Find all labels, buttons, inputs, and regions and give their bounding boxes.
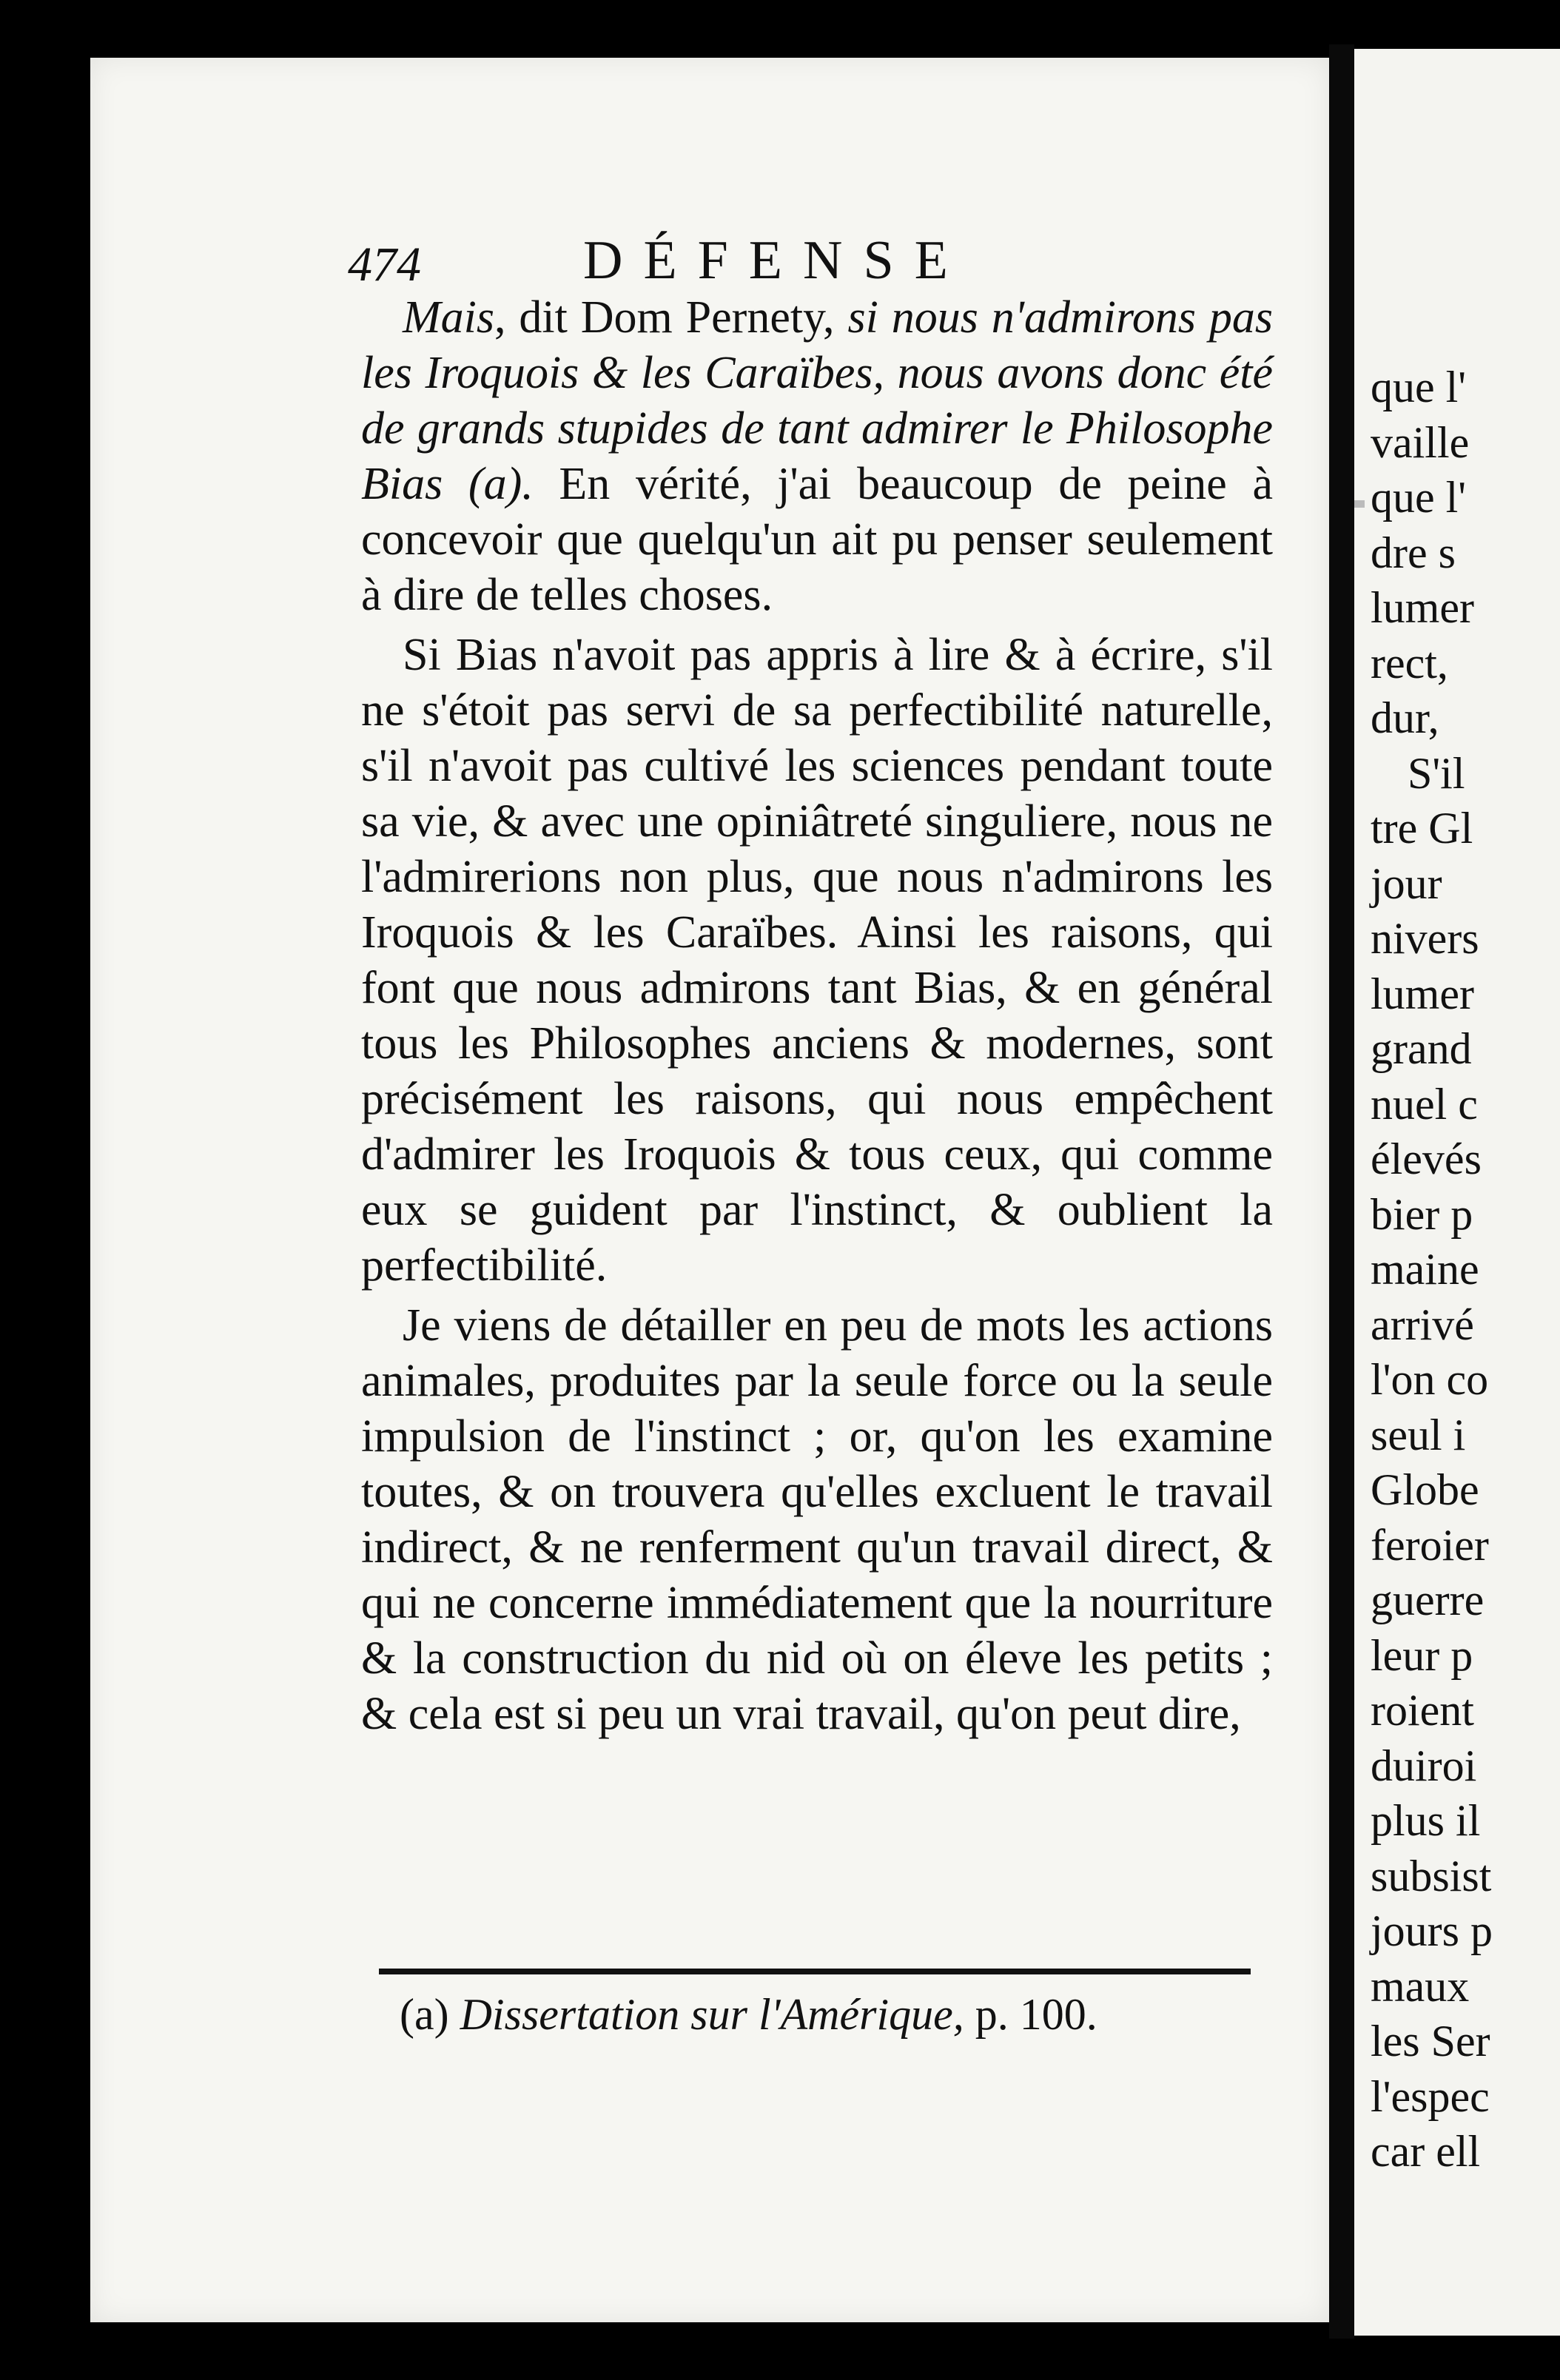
right-page xyxy=(1354,49,1560,2336)
attribution-text: , dit Dom Pernety, xyxy=(494,292,848,343)
right-page-line: plus il xyxy=(1371,1796,1481,1845)
footnote xyxy=(400,1989,1288,2040)
right-page-line: leur p xyxy=(1371,1630,1473,1680)
right-page-line: Globe xyxy=(1371,1465,1479,1514)
right-page-line: maine xyxy=(1371,1245,1479,1294)
right-page-line: tre Gl xyxy=(1371,804,1473,853)
right-page-line: rect, xyxy=(1371,638,1448,688)
right-page-line: grand xyxy=(1371,1024,1472,1073)
paragraph-3: Je viens de détailler en peu de mots les actions animales, produites par la seule force ou la seule impulsion de l'instinct ; or, qu'on les examine toutes, & on trouvera qu'elles excluent le travail indirect, & ne renferment qu'un travail direct, & qui ne concerne immédiatement que la nourriture & la construction du nid où on éleve les petits ; & cela est si peu un vrai travail, qu'on peut dire, xyxy=(361,1300,1273,1739)
right-page-line: arrivé xyxy=(1371,1300,1474,1349)
page-number: 474 xyxy=(348,238,421,292)
right-page-line: car ell xyxy=(1371,2127,1481,2176)
right-page-line: lumer xyxy=(1371,969,1474,1018)
right-page-line: nuel c xyxy=(1371,1079,1478,1129)
lead-word: Mais xyxy=(403,292,494,343)
right-page-line: feroier xyxy=(1371,1520,1489,1570)
footnote-reference: (a). xyxy=(443,459,559,509)
right-page-line: l'espec xyxy=(1371,2071,1490,2121)
right-page-line: que l' xyxy=(1371,473,1467,522)
paragraph-1 xyxy=(361,290,1273,623)
right-page-line: élevés xyxy=(1371,1134,1482,1183)
right-page-line: vaille xyxy=(1371,417,1470,467)
paragraph-1-text: En vérité, j'ai beaucoup de peine à concevoir que quelqu'un ait pu penser seulement à dire de telles choses. xyxy=(361,459,1273,620)
right-page-line: S'il xyxy=(1408,748,1465,798)
right-page-line: seul i xyxy=(1371,1410,1466,1459)
right-page-line: l'on co xyxy=(1371,1355,1489,1404)
right-page-line: maux xyxy=(1371,1961,1470,2011)
footnote-text: Dissertation sur l'Amérique, xyxy=(460,1990,964,2039)
running-title: DÉFENSE xyxy=(583,230,969,291)
right-page-line: dre s xyxy=(1371,528,1456,577)
page-edge-mark xyxy=(1354,500,1365,508)
right-page-line: les Ser xyxy=(1371,2017,1490,2065)
running-head xyxy=(348,222,1295,292)
quotation: si nous n'admirons pas les Iroquois & les Caraïbes, nous avons donc été de grands stupides de tant admirer le Philosophe Bias xyxy=(361,292,1273,509)
body-text xyxy=(361,290,1273,1742)
book-gutter xyxy=(1329,44,1354,2339)
right-page-line: jour xyxy=(1371,858,1442,908)
right-page-line: subsist xyxy=(1371,1851,1492,1900)
right-page-text xyxy=(1371,360,1560,2179)
right-page-line: guerre xyxy=(1371,1576,1485,1624)
footnote-rule xyxy=(379,1969,1251,1974)
footnote-page-ref: p. 100. xyxy=(975,1990,1097,2039)
right-page-line: lumer xyxy=(1371,583,1474,632)
right-page-line: dur, xyxy=(1371,693,1439,742)
right-page-line: nivers xyxy=(1371,914,1479,963)
right-page-line: duiroi xyxy=(1371,1741,1477,1790)
right-page-line: bier p xyxy=(1371,1189,1473,1239)
right-page-line: jours p xyxy=(1371,1906,1493,1955)
footnote-marker: (a) xyxy=(400,1990,449,2039)
right-page-line: roient xyxy=(1371,1686,1474,1735)
right-page-line: que l' xyxy=(1371,363,1467,411)
paragraph-2: Si Bias n'avoit pas appris à lire & à écrire, s'il ne s'étoit pas servi de sa perfectibilité naturelle, s'il n'avoit pas cultivé les sciences pendant toute sa vie, & avec une opiniâtreté singuliere, nous ne l'admirerions non plus, que nous n'admirons les Iroquois & les Caraïbes. Ainsi les raisons, qui font que nous admirons tant Bias, & en général tous les Philosophes anciens & modernes, sont précisément les raisons, qui nous empêchent d'admirer les Iroquois & tous ceux, qui comme eux se guident par l'instinct, & oublient la perfectibilité. xyxy=(361,630,1273,1291)
